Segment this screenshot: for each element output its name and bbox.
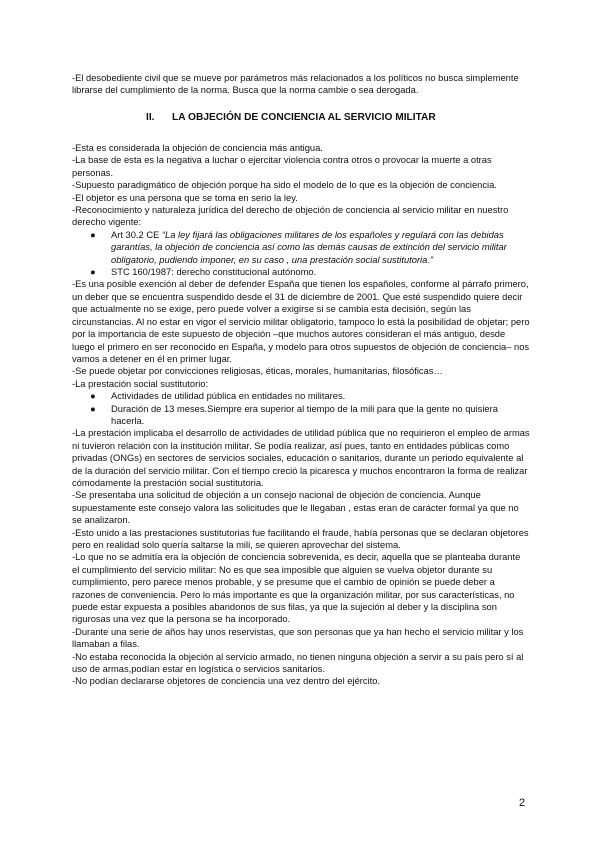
paragraph: -Lo que no se admitía era la objeción de conciencia sobrevenida, es decir, aquella que se planteaba durante el cumplimiento del servicio militar: No es que sea imposible que alguien se vuelva objetor durante su cumplimiento, pero parece menos probable, y se presume que el cambio de opinión se puede deber a razones de conveniencia. Pero lo más importante es que la organización militar, por sus características, no puede estar expuesta a posibles abandonos de sus filas, ya que la sujeción al deber y la disciplina son rigurosas una vez que la persona se ha incorporado. bbox=[72, 552, 521, 625]
paragraph: -No estaba reconocida la objeción al servicio armado, no tienen ninguna objeción a servir a su país pero sí al uso de armas,podían estar en logística o servicios sanitarios. bbox=[72, 651, 524, 675]
list-item bbox=[72, 229, 530, 266]
paragraph: -Se puede objetar por convicciones religiosas, éticas, morales, humanitarias, filosóficas… bbox=[72, 366, 443, 377]
list-item bbox=[72, 403, 530, 428]
list-item-text: Duración de 13 meses.Siempre era superior al tiempo de la mili para que la gente no quisiera hacerla. bbox=[111, 403, 498, 426]
paragraph: -Se presentaba una solicitud de objeción a un consejo nacional de objeción de conciencia. Aunque supuestamente este consejo valora las solicitudes que le llegaban , estas eran de carácter formal ya que no se analizaron. bbox=[72, 490, 519, 526]
article-label: Art 30.2 CE bbox=[111, 229, 162, 240]
list-item-text: Actividades de utilidad pública en entidades no militares. bbox=[111, 391, 346, 402]
list-item-text: STC 160/1987: derecho constitucional autónomo. bbox=[111, 267, 317, 278]
section-body bbox=[72, 142, 530, 688]
paragraph: -Es una posible exención al deber de defender España que tienen los españoles, conforme al párrafo primero, un deber que se encuentra suspendido desde el 31 de diciembre de 2001. Que esté suspendido quiere decir que actualmente no se exige, pero puede volver a exigirse si se cambia esta decisión, según las circunstancias. Al no estar en vigor el servicio militar obligatorio, tampoco lo está la posibilidad de objetar; pero por la importancia de este supuesto de objeción –que muchos autores consideran el más antiguo, desde luego el primero en ser reconocido en España, y modelo para otros supuestos de objeción de conciencia– nos vamos a detener en él en primer lugar. bbox=[72, 279, 530, 364]
article-quote: “La ley fijará las obligaciones militares de los españoles y regulará con las debidas garantías, la objeción de conciencia así como las demás causas de extinción del servicio militar obligatorio, pudiendo imponer, en su caso , una prestación social sustitutoria.” bbox=[111, 229, 507, 265]
section-title: LA OBJECIÓN DE CONCIENCIA AL SERVICIO MILITAR bbox=[172, 112, 436, 123]
paragraph: -El objetor es una persona que se toma en serio la ley. bbox=[72, 192, 298, 203]
paragraph: -Supuesto paradigmático de objeción porque ha sido el modelo de lo que es la objeción de conciencia. bbox=[72, 180, 497, 191]
intro-paragraph: -El desobediente civil que se mueve por parámetros más relacionados a los políticos no busca simplemente librarse del cumplimiento de la norma. Busca que la norma cambie o sea derogada. bbox=[72, 73, 519, 96]
paragraph: -Durante una serie de años hay unos reservistas, que son personas que ya han hecho el servicio militar y los llamaban a filas. bbox=[72, 626, 524, 650]
paragraph: -Esto unido a las prestaciones sustitutorias fue facilitando el fraude, había personas que se declaran objetores pero en realidad solo quería saltarse la mili, se quieren aprovechar del sistema. bbox=[72, 527, 529, 550]
prestacion-list bbox=[72, 390, 530, 427]
page-number: 2 bbox=[519, 797, 526, 809]
paragraph: -Reconocimiento y naturaleza jurídica del derecho de objeción de conciencia al servicio militar en nuestro derecho vigente: bbox=[72, 205, 509, 228]
list-item bbox=[72, 390, 530, 402]
bullet-icon: ● bbox=[90, 229, 96, 240]
paragraph: -La prestación social sustitutorio: bbox=[72, 378, 209, 389]
paragraph: -La base de esta es la negativa a luchar o ejercitar violencia contra otros o provocar la muerte a otras personas. bbox=[72, 155, 492, 178]
paragraph: -Esta es considerada la objeción de conciencia más antigua. bbox=[72, 143, 323, 153]
list-item bbox=[72, 266, 530, 278]
bullet-icon: ● bbox=[90, 391, 96, 402]
bullet-icon: ● bbox=[90, 403, 96, 414]
paragraph: -La prestación implicaba el desarrollo de actividades de utilidad pública que no requirieron el empleo de armas ni tuvieron relación con la institución militar. Se podía realizar, así pues, tanto en entidades públicas como privadas (ONGs) en sectores de servicios sociales, educación o sanitarios, durante un periodo equivalente al de la duración del servicio militar. Con el tiempo creció la picaresca y muchos encontraron la forma de realizar cómodamente la prestación social sustitutoria. bbox=[72, 428, 530, 488]
bullet-icon: ● bbox=[90, 267, 96, 278]
legal-basis-list bbox=[72, 229, 530, 279]
paragraph: -No podían declararse objetores de conciencia una vez dentro del ejército. bbox=[72, 676, 381, 687]
section-heading bbox=[146, 112, 436, 123]
section-number: II. bbox=[146, 112, 155, 123]
